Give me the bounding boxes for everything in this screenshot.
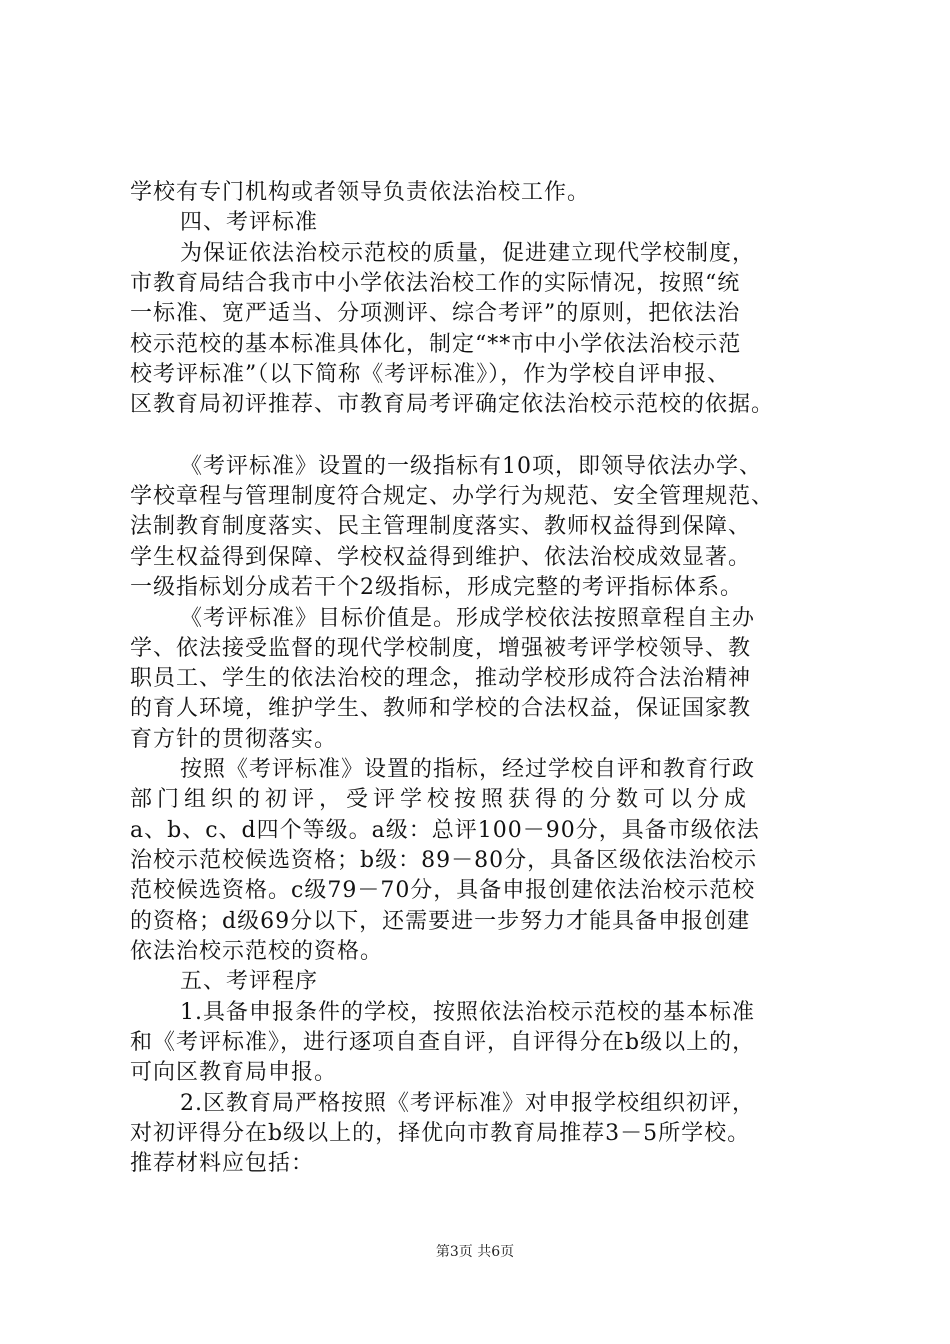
text-line: 依法治校示范校的资格。 [130,939,384,964]
text-line: 推荐材料应包括： [130,1151,315,1176]
text-line: 1.具备申报条件的学校，按照依法治校示范校的基本标准 [180,1000,755,1025]
text-line: 《考评标准》设置的一级指标有10项，即领导依法办学、 [180,454,762,479]
section-heading: 五、考评程序 [180,969,319,994]
text-line: 的资格；d级69分以下，还需要进一步努力才能具备申报创建 [130,909,751,934]
text-line: 可向区教育局申报。 [130,1060,338,1085]
text-line: 治校示范校候选资格；b级：89－80分，具备区级依法治校示 [130,848,758,873]
text-line: 《考评标准》目标价值是。形成学校依法按照章程自主办 [180,606,756,631]
text-line: 学校有专门机构或者领导负责依法治校工作。 [130,180,591,205]
text-line: 学、依法接受监督的现代学校制度，增强被考评学校领导、教 [130,636,752,661]
text-line: 一标准、宽严适当、分项测评、综合考评”的原则，把依法治 [130,301,741,326]
text-line: 一级指标划分成若干个2级指标，形成完整的考评指标体系。 [130,575,743,600]
text-line: 学校章程与管理制度符合规定、办学行为规范、安全管理规范、 [130,484,775,509]
text-line: 校考评标准”（以下简称《考评标准》），作为学校自评申报、 [130,362,731,387]
section-heading: 四、考评标准 [180,210,319,235]
text-line: 育方针的贯彻落实。 [130,727,338,752]
text-line: 对初评得分在b级以上的，择优向市教育局推荐3－5所学校。 [130,1121,751,1146]
text-line: 市教育局结合我市中小学依法治校工作的实际情况，按照“统 [130,271,741,296]
text-line: 的育人环境，维护学生、教师和学校的合法权益，保证国家教 [130,696,752,721]
text-line: 2.区教育局严格按照《考评标准》对申报学校组织初评， [180,1091,755,1116]
page-footer: 第3页 共6页 [435,1244,515,1260]
text-line: 职员工、学生的依法治校的理念，推动学校形成符合法治精神 [130,666,752,691]
text-line: 校示范校的基本标准具体化，制定“**市中小学依法治校示范 [130,332,742,357]
text-line: a、b、c、d四个等级。a级：总评100－90分，具备市级依法 [130,818,760,843]
text-line: 法制教育制度落实、民主管理制度落实、教师权益得到保障、 [130,514,752,539]
text-line: 部门组织的初评，受评学校按照获得的分数可以分成 [130,787,752,812]
text-line: 区教育局初评推荐、市教育局考评确定依法治校示范校的依据。 [130,392,775,417]
text-line: 和《考评标准》，进行逐项自查自评，自评得分在b级以上的， [130,1030,756,1055]
text-line: 学生权益得到保障、学校权益得到维护、依法治校成效显著。 [130,545,752,570]
text-line: 范校候选资格。c级79－70分，具备申报创建依法治校示范校 [130,878,756,903]
text-line: 按照《考评标准》设置的指标，经过学校自评和教育行政 [180,757,756,782]
text-line: 为保证依法治校示范校的质量，促进建立现代学校制度， [180,241,756,266]
